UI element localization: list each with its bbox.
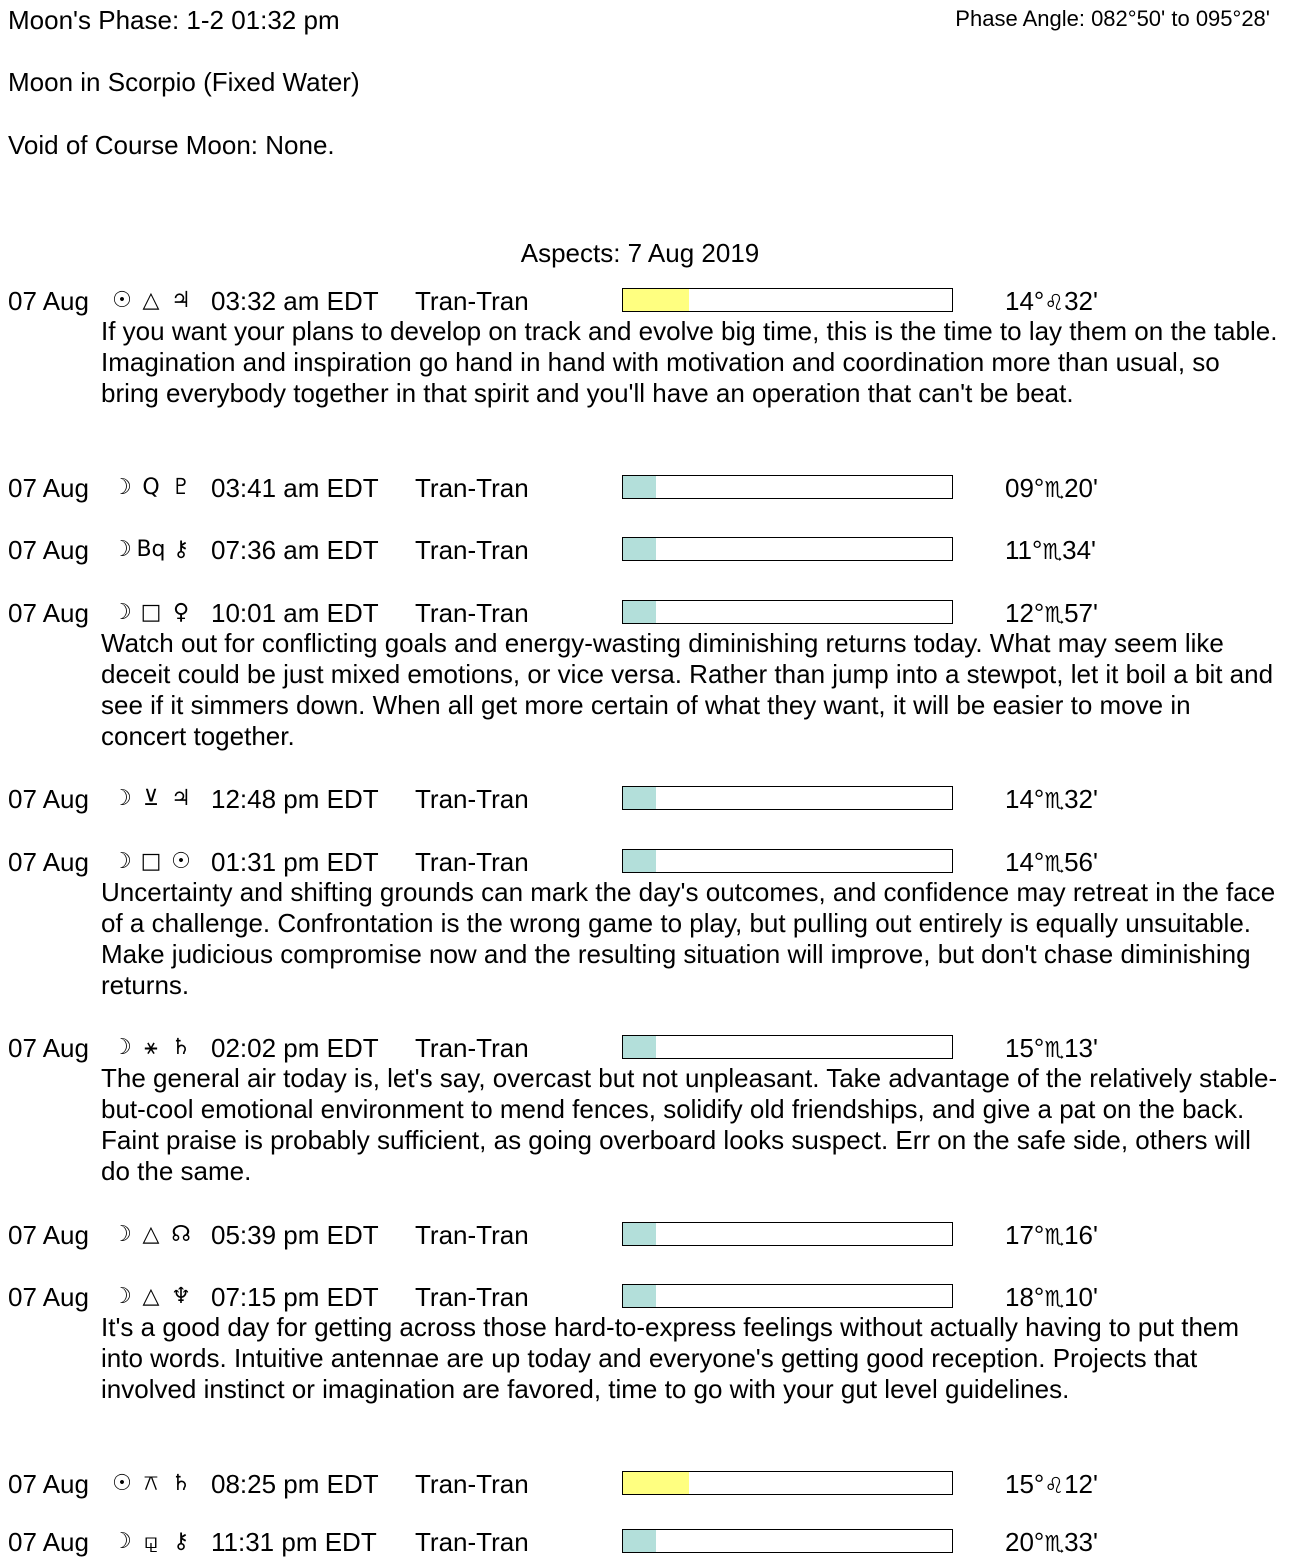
aspect-row (0, 285, 1312, 317)
chiron-icon: ⚷ (172, 1529, 190, 1554)
aspect-position (1005, 285, 1098, 320)
strength-bar-fill (623, 787, 656, 809)
aspect-time: 07:36 am EDT (211, 535, 379, 565)
aspect-date: 07 Aug (8, 1469, 89, 1499)
aspect-glyphs (108, 1468, 208, 1500)
scorpio-icon: ♏ (1044, 1038, 1065, 1063)
strength-bar (622, 1529, 953, 1553)
aspect-position (1005, 1281, 1098, 1316)
strength-bar-fill (623, 289, 689, 311)
square-icon: □ (140, 849, 162, 874)
aspect-date: 07 Aug (8, 784, 89, 814)
strength-bar-fill (623, 1285, 656, 1307)
aspect-description: Uncertainty and shifting grounds can mark the day's outcomes, and confidence may retreat in the face of a challenge. Confrontation is the wrong game to play, but pulling out entirely is equally unsuitable. Make judicious compromise now and the resulting situation will improve, but don't chase diminishing returns. (101, 877, 1276, 1000)
trine-icon: △ (142, 1284, 160, 1309)
jupiter-icon: ♃ (171, 786, 191, 811)
strength-bar-fill (623, 850, 656, 872)
phase-angle: Phase Angle: 082°50' to 095°28' (955, 6, 1270, 31)
aspect-glyphs (108, 285, 208, 317)
aspect-glyphs (108, 472, 208, 504)
aspect-row (0, 534, 1312, 566)
aspect-time: 02:02 pm EDT (211, 1033, 379, 1063)
aspect-time: 12:48 pm EDT (211, 784, 379, 814)
moon-icon: ☽ (112, 537, 132, 562)
aspect-row (0, 472, 1312, 504)
sun-icon: ☉ (112, 288, 132, 313)
strength-bar-fill (623, 1530, 656, 1552)
strength-bar-fill (623, 538, 656, 560)
saturn-icon: ♄ (171, 1471, 191, 1496)
strength-bar-fill (623, 1223, 656, 1245)
position-minutes: 10' (1064, 1282, 1098, 1312)
aspect-time: 05:39 pm EDT (211, 1220, 379, 1250)
moon-sign: Moon in Scorpio (Fixed Water) (8, 67, 360, 97)
saturn-icon: ♄ (171, 1035, 191, 1060)
aspect-glyphs (108, 1526, 208, 1558)
aspect-time: 03:41 am EDT (211, 473, 379, 503)
position-degrees: 14° (1005, 286, 1045, 316)
aspect-position (1005, 597, 1098, 632)
strength-bar (622, 786, 953, 810)
aspect-glyphs (108, 1032, 208, 1064)
aspect-time: 03:32 am EDT (211, 286, 379, 316)
leo-icon: ♌ (1044, 291, 1065, 316)
square-icon: □ (140, 600, 162, 625)
strength-bar (622, 537, 953, 561)
position-degrees: 15° (1005, 1469, 1045, 1499)
aspect-position (1005, 534, 1096, 569)
north-node-icon: ☊ (171, 1222, 191, 1247)
neptune-icon: ♆ (171, 1284, 191, 1309)
moon-icon: ☽ (112, 1284, 132, 1309)
moon-icon: ☽ (112, 1529, 132, 1554)
aspect-glyphs (108, 1219, 208, 1251)
aspect-date: 07 Aug (8, 286, 89, 316)
strength-bar (622, 849, 953, 873)
aspect-position (1005, 1526, 1098, 1561)
sun-icon: ☉ (112, 1471, 132, 1496)
moon-icon: ☽ (112, 475, 132, 500)
aspect-position (1005, 1219, 1098, 1254)
aspect-glyphs (108, 783, 208, 815)
aspect-description: It's a good day for getting across those hard-to-express feelings without actually having to put them into words. Intuitive antennae are up today and everyone's getting good reception. Projects that involved instinct or imagination are favored, time to go with your gut level guidelines. (101, 1312, 1240, 1404)
aspect-date: 07 Aug (8, 847, 89, 877)
position-degrees: 18° (1005, 1282, 1045, 1312)
scorpio-icon: ♏ (1044, 789, 1065, 814)
scorpio-icon: ♏ (1044, 1225, 1065, 1250)
moon-icon: ☽ (112, 786, 132, 811)
aspect-position (1005, 472, 1098, 507)
position-degrees: 17° (1005, 1220, 1045, 1250)
aspect-row (0, 1281, 1312, 1313)
aspect-row (0, 846, 1312, 878)
aspect-description: Watch out for conflicting goals and energy-wasting diminishing returns today. What may seem like deceit could be just mixed emotions, or vice versa. Rather than jump into a stewpot, let it boil a bit and see if it simmers down. When all get more certain of what they want, it will be easier to move in concert together. (101, 628, 1274, 751)
sextile-icon: ⚹ (144, 1035, 158, 1060)
position-degrees: 12° (1005, 598, 1045, 628)
aspect-glyphs (108, 534, 208, 566)
moon-icon: ☽ (112, 1035, 132, 1060)
aspect-row (0, 1468, 1312, 1500)
position-minutes: 34' (1062, 535, 1097, 565)
aspects-title: Aspects: 7 Aug 2019 (520, 238, 760, 268)
aspect-row (0, 1032, 1312, 1064)
aspect-type: Tran-Tran (415, 1220, 529, 1250)
aspect-type: Tran-Tran (415, 847, 529, 877)
aspect-time: 07:15 pm EDT (211, 1282, 379, 1312)
position-minutes: 20' (1064, 473, 1098, 503)
moon-icon: ☽ (112, 600, 132, 625)
position-degrees: 14° (1005, 847, 1045, 877)
aspect-row (0, 1526, 1312, 1558)
scorpio-icon: ♏ (1044, 478, 1065, 503)
strength-bar (622, 600, 953, 624)
aspect-type: Tran-Tran (415, 535, 529, 565)
position-degrees: 11° (1005, 535, 1043, 565)
position-minutes: 12' (1064, 1469, 1098, 1499)
position-minutes: 13' (1064, 1033, 1098, 1063)
aspect-time: 11:31 pm EDT (211, 1527, 377, 1557)
venus-icon: ♀ (172, 600, 190, 625)
aspect-date: 07 Aug (8, 1033, 89, 1063)
aspect-type: Tran-Tran (415, 1282, 529, 1312)
quintile-icon: Q (142, 475, 160, 500)
strength-bar-fill (623, 1472, 689, 1494)
aspect-type: Tran-Tran (415, 1033, 529, 1063)
position-minutes: 33' (1064, 1527, 1098, 1557)
position-degrees: 15° (1005, 1033, 1045, 1063)
strength-bar-fill (623, 601, 656, 623)
aspect-description: The general air today is, let's say, overcast but not unpleasant. Take advantage of the relatively stable-but-cool emotional environment to mend fences, solidify old friendships, and give a pat on the back. Faint praise is probably sufficient, as going overboard looks suspect. Err on the safe side, others will do the same. (101, 1063, 1278, 1186)
position-minutes: 32' (1064, 784, 1098, 814)
aspect-type: Tran-Tran (415, 784, 529, 814)
moon-phase: Moon's Phase: 1-2 01:32 pm (8, 5, 340, 35)
leo-icon: ♌ (1044, 1474, 1065, 1499)
position-minutes: 57' (1064, 598, 1098, 628)
aspect-type: Tran-Tran (415, 1469, 529, 1499)
position-minutes: 56' (1064, 847, 1098, 877)
biquintile-icon: Bq (136, 537, 166, 562)
scorpio-icon: ♏ (1044, 1532, 1065, 1557)
aspect-time: 10:01 am EDT (211, 598, 379, 628)
aspect-time: 08:25 pm EDT (211, 1469, 379, 1499)
scorpio-icon: ♏ (1044, 852, 1065, 877)
position-minutes: 32' (1064, 286, 1098, 316)
trine-icon: △ (142, 1222, 160, 1247)
sesquiquadrate-icon: ⚼ (143, 1529, 159, 1554)
aspect-type: Tran-Tran (415, 286, 529, 316)
semisextile-icon: ⊻ (142, 786, 160, 811)
aspect-date: 07 Aug (8, 1220, 89, 1250)
aspect-position (1005, 783, 1098, 818)
aspect-date: 07 Aug (8, 473, 89, 503)
aspect-row (0, 597, 1312, 629)
aspect-position (1005, 846, 1098, 881)
strength-bar-fill (623, 476, 656, 498)
strength-bar (622, 1222, 953, 1246)
trine-icon: △ (142, 288, 160, 313)
strength-bar (622, 288, 953, 312)
scorpio-icon: ♏ (1044, 603, 1065, 628)
aspect-date: 07 Aug (8, 535, 89, 565)
position-minutes: 16' (1064, 1220, 1098, 1250)
aspect-position (1005, 1032, 1098, 1067)
moon-icon: ☽ (112, 1222, 132, 1247)
void-of-course: Void of Course Moon: None. (8, 130, 335, 160)
moon-icon: ☽ (112, 849, 132, 874)
aspect-row (0, 783, 1312, 815)
aspect-date: 07 Aug (8, 1282, 89, 1312)
position-degrees: 20° (1005, 1527, 1045, 1557)
aspect-glyphs (108, 1281, 208, 1313)
quincunx-icon: ⚻ (143, 1471, 159, 1496)
chiron-icon: ⚷ (172, 537, 190, 562)
strength-bar (622, 1471, 953, 1495)
aspect-date: 07 Aug (8, 1527, 89, 1557)
position-degrees: 14° (1005, 784, 1045, 814)
aspect-description: If you want your plans to develop on track and evolve big time, this is the time to lay them on the table. Imagination and inspiration go hand in hand with motivation and coordination more than usual, so bring everybody together in that spirit and you'll have an operation that can't be beat. (101, 316, 1278, 408)
aspect-glyphs (108, 846, 208, 878)
strength-bar-fill (623, 1036, 656, 1058)
aspect-time: 01:31 pm EDT (211, 847, 379, 877)
aspect-type: Tran-Tran (415, 1527, 529, 1557)
aspect-glyphs (108, 597, 208, 629)
strength-bar (622, 1035, 953, 1059)
aspect-date: 07 Aug (8, 598, 89, 628)
aspect-position (1005, 1468, 1098, 1503)
scorpio-icon: ♏ (1042, 540, 1063, 565)
position-degrees: 09° (1005, 473, 1045, 503)
scorpio-icon: ♏ (1044, 1287, 1065, 1312)
jupiter-icon: ♃ (171, 288, 191, 313)
aspect-row (0, 1219, 1312, 1251)
strength-bar (622, 1284, 953, 1308)
aspect-type: Tran-Tran (415, 598, 529, 628)
aspect-type: Tran-Tran (415, 473, 529, 503)
pluto-icon: ♇ (171, 475, 191, 500)
strength-bar (622, 475, 953, 499)
sun-icon: ☉ (171, 849, 191, 874)
